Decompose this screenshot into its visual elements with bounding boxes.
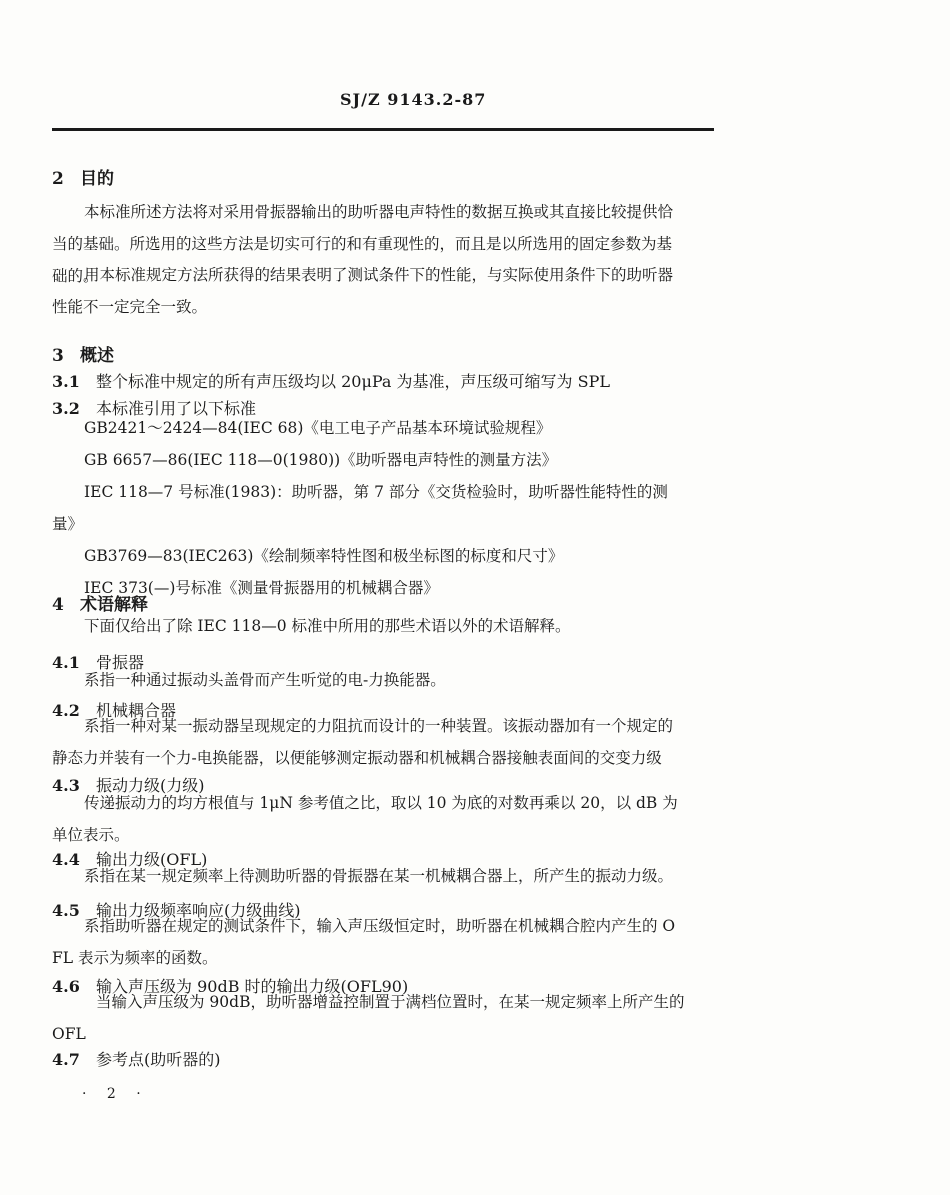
reference-item: GB 6657—86(IEC 118—0(1980))《助听器电声特性的测量方法》 (84, 451, 558, 469)
section-2-heading: 2 目的 (52, 169, 114, 189)
reference-item: IEC 118—7 号标准(1983)：助听器，第 7 部分《交货检验时，助听器性能特性的测 (84, 483, 668, 501)
page-number: · 2 · (82, 1086, 149, 1102)
clause-4-7: 4.7 参考点(助听器的) (52, 1050, 221, 1069)
clause-4-4: 4.4 输出力级(OFL) (52, 850, 208, 869)
reference-list (52, 412, 668, 604)
reference-item: GB2421～2424—84(IEC 68)《电工电子产品基本环境试验规程》 (84, 419, 552, 437)
clause-4-3: 4.3 振动力级(力级) (52, 776, 205, 795)
clause-3-2: 3.2 本标准引用了以下标准 (52, 399, 257, 418)
section-4-intro: 下面仅给出了除 IEC 118—0 标准中所用的那些术语以外的术语解释。 (84, 617, 571, 635)
section-2-paragraph-1: 本标准所述方法将对采用骨振器输出的助听器电声特性的数据互换或其直接比较提供恰 当的基础。所选用的这些方法是切实可行的和有重现性的，而且是以所选用的固定参数为基 础的。 (52, 203, 674, 285)
clause-4-1: 4.1 骨振器 (52, 653, 145, 672)
reference-item: IEC 373(—)号标准《测量骨振器用的机械耦合器》 (84, 579, 439, 597)
clause-4-6: 4.6 输入声压级为 90dB 时的输出力级(OFL90) (52, 977, 409, 996)
clause-4-5: 4.5 输出力级频率响应(力级曲线) (52, 901, 301, 920)
section-4-heading: 4 术语解释 (52, 595, 148, 615)
clause-4-4-body: 系指在某一规定频率上待测助听器的骨振器在某一机械耦合器上，所产生的振动力级。 (84, 867, 674, 885)
clause-4-1-body: 系指一种通过振动头盖骨而产生听觉的电-力换能器。 (84, 671, 446, 689)
section-2-paragraph-2: 用本标准规定方法所获得的结果表明了测试条件下的性能，与实际使用条件下的助听器 性能不一定完全一致。 (52, 266, 674, 316)
reference-item: 量》 (52, 515, 84, 533)
clause-4-6-body: 当输入声压级为 90dB，助听器增益控制置于满档位置时，在某一规定频率上所产生的 OFL (52, 993, 685, 1043)
clause-4-5-body: 系指助听器在规定的测试条件下，输入声压级恒定时，助听器在机械耦合腔内产生的 O FL 表示为频率的函数。 (52, 917, 676, 967)
section-3-heading: 3 概述 (52, 346, 114, 366)
clause-4-3-body: 传递振动力的均方根值与 1μN 参考值之比，取以 10 为底的对数再乘以 20，以 dB 为 单位表示。 (52, 794, 678, 844)
clause-4-2: 4.2 机械耦合器 (52, 701, 177, 720)
header-rule (52, 128, 714, 131)
clause-4-2-body: 系指一种对某一振动器呈现规定的力阻抗而设计的一种装置。该振动器加有一个规定的 静态力并装有一个力-电换能器，以便能够测定振动器和机械耦合器接触表面间的交变力级 (52, 717, 674, 767)
clause-3-1: 3.1 整个标准中规定的所有声压级均以 20μPa 为基准，声压级可缩写为 SPL (52, 372, 610, 391)
reference-item: GB3769—83(IEC263)《绘制频率特性图和极坐标图的标度和尺寸》 (84, 547, 564, 565)
standard-number: SJ/Z 9143.2-87 (340, 90, 487, 109)
